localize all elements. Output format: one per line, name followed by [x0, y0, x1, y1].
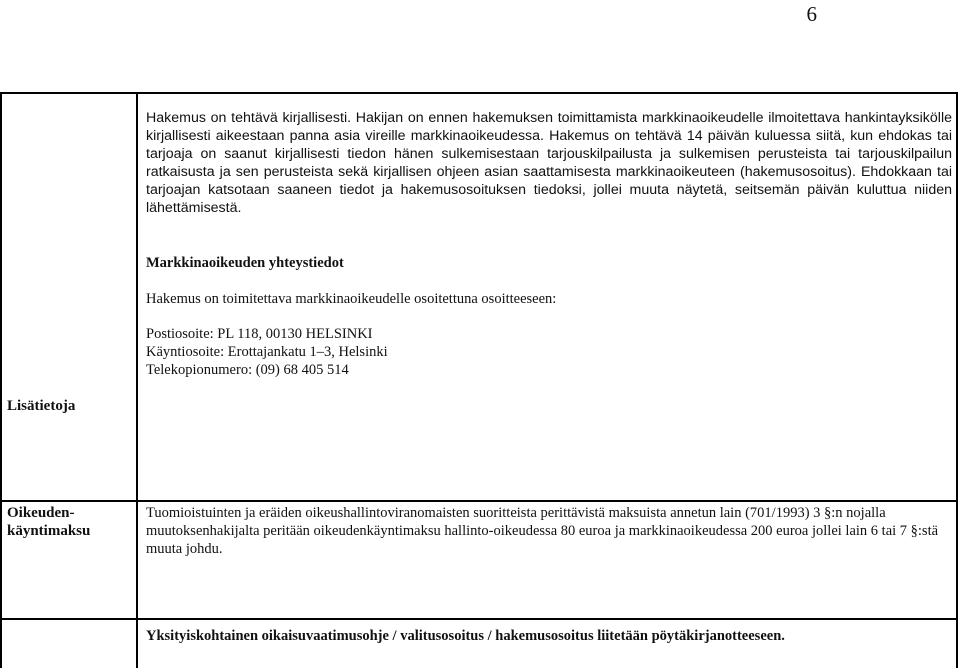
contact-intro: Hakemus on toimitettava markkinaoikeudelle osoitettuna osoitteeseen:	[146, 291, 557, 307]
page-number: 6	[806, 2, 817, 26]
oikeudenkayntimaksu-label-line2: käyntimaksu	[7, 523, 91, 539]
footer-note: Yksityiskohtainen oikaisuvaatimusohje / valitusosoitus / hakemusosoitus liitetään pöytäkirjanotteeseen.	[146, 628, 785, 644]
lisatietoja-label: Lisätietoja	[7, 398, 76, 414]
table-column-divider	[136, 94, 138, 668]
postal-address: Postiosoite: PL 118, 00130 HELSINKI	[146, 326, 373, 342]
table-left-border	[0, 94, 2, 668]
row-divider-1	[0, 500, 958, 502]
table-right-border	[956, 94, 958, 668]
oikeudenkayntimaksu-label-line1: Oikeuden-	[7, 505, 75, 521]
fax-number: Telekopionumero: (09) 68 405 514	[146, 362, 349, 378]
contact-heading: Markkinaoikeuden yhteystiedot	[146, 255, 344, 271]
court-fee-text: Tuomioistuinten ja eräiden oikeushallintoviranomaisten suoritteista perittävistä maksuista annetun lain (701/1993) 3 §:n nojalla muutoksenhakijalta peritään oikeudenkäyntimaksu hallinto-oikeudessa 80 euroa ja markkinaoikeudessa 200 euroa jollei lain 6 tai 7 §:stä muuta johdu.	[146, 505, 939, 557]
row-divider-2	[0, 618, 958, 620]
visiting-address: Käyntiosoite: Erottajankatu 1–3, Helsinki	[146, 344, 388, 360]
appeal-instructions-paragraph: Hakemus on tehtävä kirjallisesti. Hakijan on ennen hakemuksen toimittamista markkinaoikeudelle ilmoitettava hankintayksikölle kirjallisesti aikeestaan panna asia vireille markkinaoikeudessa. Hakemus on tehtävä 14 päivän kuluessa siitä, kun ehdokas tai tarjoaja on saanut kirjallisesti tiedon hänen sulkemisestaan tarjouskilpailusta ja sulkemisen perusteista tai tarjouskilpailun ratkaisusta ja sen perusteista sekä kirjallisen ohjeen asian saattamisesta markkinaoikeuteen (hakemusosoitus). Ehdokkaan tai tarjoajan katsotaan saaneen tiedot ja hakemusosoituksen tiedoksi, jollei muuta näytetä, seitsemän päivän kuluttua niiden lähettämisestä.	[146, 110, 952, 216]
